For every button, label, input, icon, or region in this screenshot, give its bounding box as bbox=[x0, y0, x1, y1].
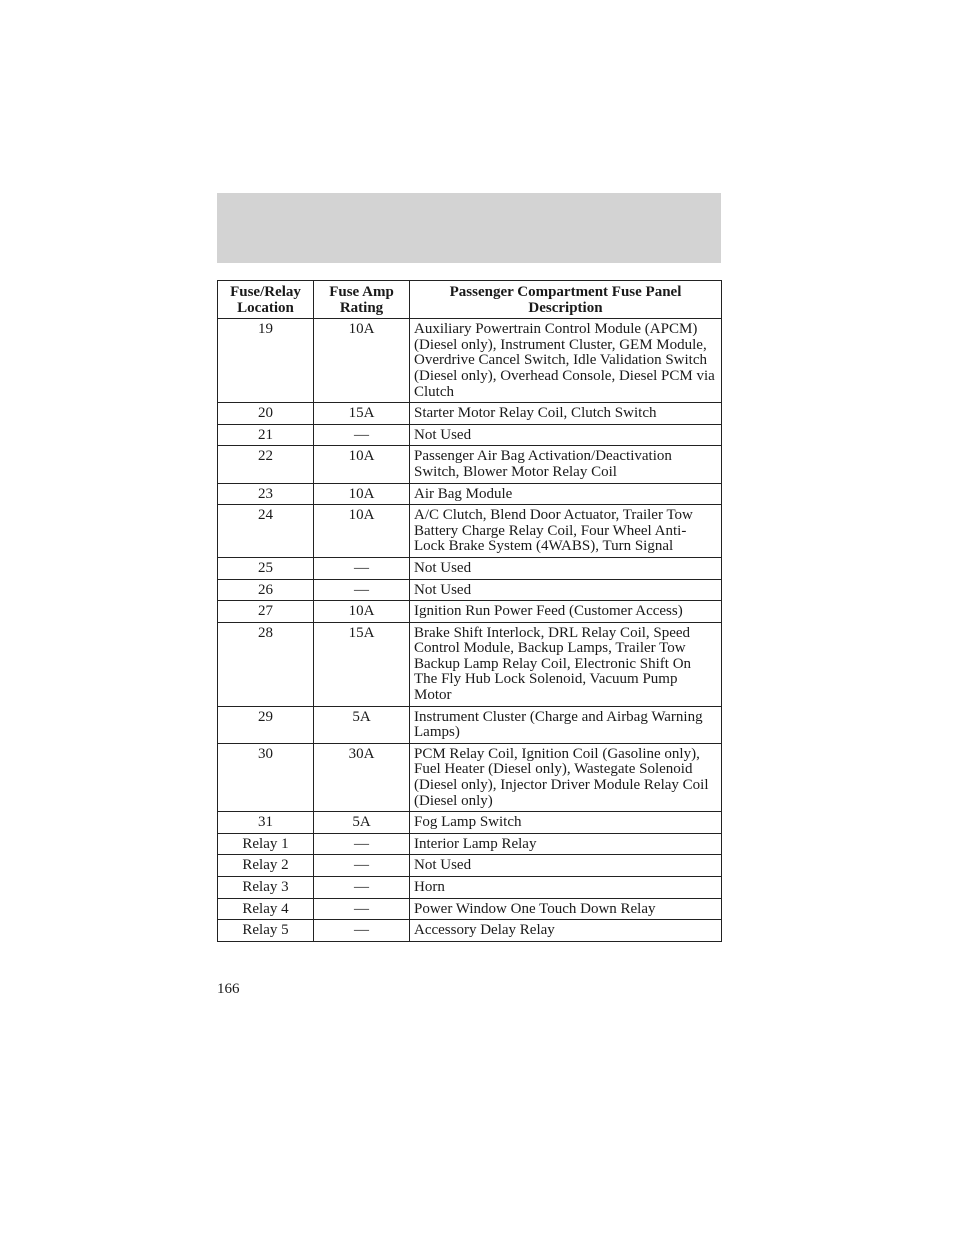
cell-description: Power Window One Touch Down Relay bbox=[410, 898, 722, 920]
cell-location: 31 bbox=[218, 812, 314, 834]
table-header-row bbox=[218, 281, 722, 319]
cell-location: 21 bbox=[218, 424, 314, 446]
cell-location: 24 bbox=[218, 505, 314, 558]
table-row bbox=[218, 403, 722, 425]
cell-description: Ignition Run Power Feed (Customer Access) bbox=[410, 601, 722, 623]
cell-rating: 30A bbox=[314, 743, 410, 811]
cell-description: Instrument Cluster (Charge and Airbag Warning Lamps) bbox=[410, 706, 722, 743]
page-number: 166 bbox=[217, 981, 240, 997]
cell-description: Auxiliary Powertrain Control Module (APCM) (Diesel only), Instrument Cluster, GEM Module, Overdrive Cancel Switch, Idle Validation Switch (Diesel only), Overhead Console, Diesel PCM via Clutch bbox=[410, 319, 722, 403]
table-row bbox=[218, 743, 722, 811]
cell-description: Accessory Delay Relay bbox=[410, 920, 722, 942]
cell-location: 28 bbox=[218, 622, 314, 706]
cell-location: Relay 5 bbox=[218, 920, 314, 942]
table-row bbox=[218, 557, 722, 579]
table-row bbox=[218, 446, 722, 483]
cell-location: Relay 4 bbox=[218, 898, 314, 920]
table-body bbox=[218, 319, 722, 942]
cell-rating: 15A bbox=[314, 622, 410, 706]
cell-description: Brake Shift Interlock, DRL Relay Coil, Speed Control Module, Backup Lamps, Trailer Tow Backup Lamp Relay Coil, Electronic Shift On The Fly Hub Lock Solenoid, Vacuum Pump Motor bbox=[410, 622, 722, 706]
cell-rating: 10A bbox=[314, 319, 410, 403]
table-row bbox=[218, 855, 722, 877]
cell-rating: 10A bbox=[314, 483, 410, 505]
table-row bbox=[218, 483, 722, 505]
table-row bbox=[218, 833, 722, 855]
cell-location: 27 bbox=[218, 601, 314, 623]
cell-description: Not Used bbox=[410, 557, 722, 579]
cell-description: Not Used bbox=[410, 579, 722, 601]
cell-location: 20 bbox=[218, 403, 314, 425]
cell-description: Not Used bbox=[410, 855, 722, 877]
cell-rating: 5A bbox=[314, 812, 410, 834]
cell-description: Starter Motor Relay Coil, Clutch Switch bbox=[410, 403, 722, 425]
cell-rating: — bbox=[314, 898, 410, 920]
header-rating: Fuse Amp Rating bbox=[314, 281, 410, 319]
cell-rating: — bbox=[314, 833, 410, 855]
cell-description: Not Used bbox=[410, 424, 722, 446]
table-row bbox=[218, 877, 722, 899]
cell-location: 22 bbox=[218, 446, 314, 483]
cell-location: Relay 1 bbox=[218, 833, 314, 855]
cell-description: Air Bag Module bbox=[410, 483, 722, 505]
table-row bbox=[218, 319, 722, 403]
section-header-band bbox=[217, 193, 721, 263]
table-row bbox=[218, 505, 722, 558]
table-row bbox=[218, 706, 722, 743]
cell-rating: 10A bbox=[314, 446, 410, 483]
cell-rating: — bbox=[314, 877, 410, 899]
cell-location: 19 bbox=[218, 319, 314, 403]
cell-rating: 10A bbox=[314, 601, 410, 623]
cell-location: 23 bbox=[218, 483, 314, 505]
cell-rating: — bbox=[314, 557, 410, 579]
cell-location: Relay 3 bbox=[218, 877, 314, 899]
table-row bbox=[218, 898, 722, 920]
cell-location: 26 bbox=[218, 579, 314, 601]
cell-description: Horn bbox=[410, 877, 722, 899]
table-row bbox=[218, 812, 722, 834]
header-description: Passenger Compartment Fuse Panel Description bbox=[410, 281, 722, 319]
cell-rating: — bbox=[314, 855, 410, 877]
cell-rating: 15A bbox=[314, 403, 410, 425]
cell-location: 29 bbox=[218, 706, 314, 743]
cell-description: Fog Lamp Switch bbox=[410, 812, 722, 834]
table-row bbox=[218, 424, 722, 446]
cell-location: Relay 2 bbox=[218, 855, 314, 877]
cell-description: Passenger Air Bag Activation/Deactivation Switch, Blower Motor Relay Coil bbox=[410, 446, 722, 483]
cell-description: Interior Lamp Relay bbox=[410, 833, 722, 855]
cell-location: 30 bbox=[218, 743, 314, 811]
fuse-table bbox=[217, 280, 722, 942]
cell-description: PCM Relay Coil, Ignition Coil (Gasoline only), Fuel Heater (Diesel only), Wastegate Solenoid (Diesel only), Injector Driver Module Relay Coil (Diesel only) bbox=[410, 743, 722, 811]
cell-rating: 5A bbox=[314, 706, 410, 743]
cell-location: 25 bbox=[218, 557, 314, 579]
cell-rating: — bbox=[314, 579, 410, 601]
cell-rating: — bbox=[314, 424, 410, 446]
cell-rating: 10A bbox=[314, 505, 410, 558]
table-row bbox=[218, 622, 722, 706]
header-location: Fuse/Relay Location bbox=[218, 281, 314, 319]
table-row bbox=[218, 579, 722, 601]
table-row bbox=[218, 601, 722, 623]
cell-description: A/C Clutch, Blend Door Actuator, Trailer Tow Battery Charge Relay Coil, Four Wheel Anti-Lock Brake System (4WABS), Turn Signal bbox=[410, 505, 722, 558]
cell-rating: — bbox=[314, 920, 410, 942]
table-row bbox=[218, 920, 722, 942]
